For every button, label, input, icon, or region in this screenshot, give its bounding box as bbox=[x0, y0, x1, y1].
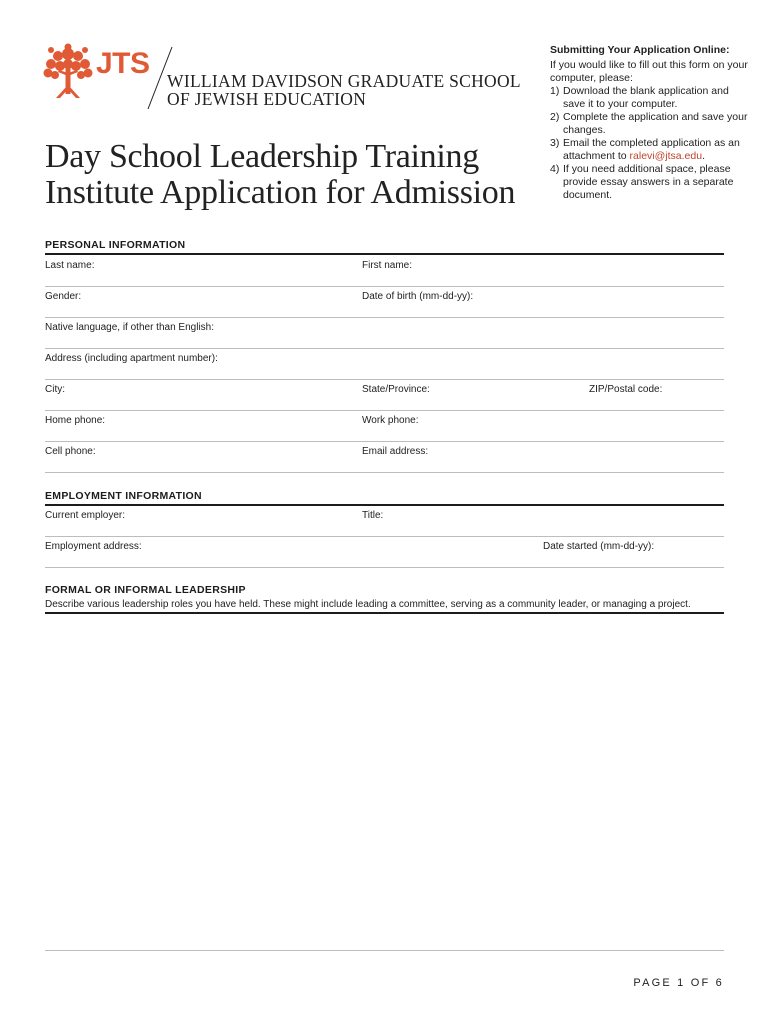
dob-field[interactable]: Date of birth (mm-dd-yy): bbox=[362, 291, 474, 302]
submission-instructions bbox=[550, 44, 750, 202]
field-rule bbox=[45, 567, 724, 568]
leadership-section-title: FORMAL OR INFORMAL LEADERSHIP bbox=[45, 584, 246, 596]
field-rule bbox=[45, 286, 724, 287]
page-title-line2: Institute Application for Admission bbox=[45, 174, 516, 211]
first-name-field[interactable]: First name: bbox=[362, 260, 413, 271]
employer-field[interactable]: Current employer: bbox=[45, 510, 126, 521]
city-field[interactable]: City: bbox=[45, 384, 65, 395]
cell-phone-field[interactable]: Cell phone: bbox=[45, 446, 96, 457]
leadership-description: Describe various leadership roles you have held. These might include leading a committee, serving as a community leader, or managing a project. bbox=[45, 599, 691, 610]
instruction-step bbox=[550, 137, 750, 163]
logo-text: JTS bbox=[96, 47, 150, 80]
employment-address-field[interactable]: Employment address: bbox=[45, 541, 142, 552]
page-number: PAGE 1 OF 6 bbox=[633, 977, 724, 989]
address-field[interactable]: Address (including apartment number): bbox=[45, 353, 218, 364]
instructions-intro: If you would like to fill out this form on your computer, please: bbox=[550, 59, 748, 84]
employment-section-title: EMPLOYMENT INFORMATION bbox=[45, 490, 202, 502]
instruction-step bbox=[550, 111, 750, 137]
step-text-end: . bbox=[702, 150, 705, 162]
native-language-field[interactable]: Native language, if other than English: bbox=[45, 322, 214, 333]
email-link[interactable]: ralevi@jtsa.edu bbox=[629, 150, 703, 162]
school-name-line2: OF JEWISH EDUCATION bbox=[167, 89, 367, 109]
field-rule bbox=[45, 410, 724, 411]
personal-section-title: PERSONAL INFORMATION bbox=[45, 239, 186, 251]
home-phone-field[interactable]: Home phone: bbox=[45, 415, 106, 426]
leadership-answer-area[interactable] bbox=[45, 616, 724, 946]
job-title-field[interactable]: Title: bbox=[362, 510, 384, 521]
field-rule bbox=[45, 441, 724, 442]
email-field[interactable]: Email address: bbox=[362, 446, 429, 457]
step-number: 3) bbox=[550, 137, 560, 149]
step-text: If you need additional space, please provide essay answers in a separate document. bbox=[563, 163, 734, 201]
instructions-steps bbox=[550, 85, 750, 202]
field-rule bbox=[45, 317, 724, 318]
tree-icon bbox=[38, 42, 98, 102]
last-name-field[interactable]: Last name: bbox=[45, 260, 95, 271]
step-number: 4) bbox=[550, 163, 560, 175]
field-rule bbox=[45, 348, 724, 349]
state-field[interactable]: State/Province: bbox=[362, 384, 430, 395]
date-started-field[interactable]: Date started (mm-dd-yy): bbox=[543, 541, 655, 552]
gender-field[interactable]: Gender: bbox=[45, 291, 82, 302]
field-rule bbox=[45, 472, 724, 473]
field-rule bbox=[45, 536, 724, 537]
field-rule bbox=[45, 379, 724, 380]
zip-field[interactable]: ZIP/Postal code: bbox=[589, 384, 663, 395]
step-number: 1) bbox=[550, 85, 560, 97]
step-text: Download the blank application and save it to your computer. bbox=[563, 85, 729, 110]
step-number: 2) bbox=[550, 111, 560, 123]
instruction-step bbox=[550, 163, 750, 202]
instructions-heading: Submitting Your Application Online: bbox=[550, 44, 730, 56]
page-title-line1: Day School Leadership Training bbox=[45, 138, 479, 175]
instruction-step bbox=[550, 85, 750, 111]
school-name-line1: WILLIAM DAVIDSON GRADUATE SCHOOL bbox=[167, 71, 521, 91]
step-text: Complete the application and save your changes. bbox=[563, 111, 748, 136]
section-rule bbox=[45, 253, 724, 255]
section-rule bbox=[45, 612, 724, 614]
footer-rule bbox=[45, 950, 724, 951]
work-phone-field[interactable]: Work phone: bbox=[362, 415, 419, 426]
step-text: Email the completed application as an attachment to bbox=[563, 137, 740, 162]
section-rule bbox=[45, 504, 724, 506]
